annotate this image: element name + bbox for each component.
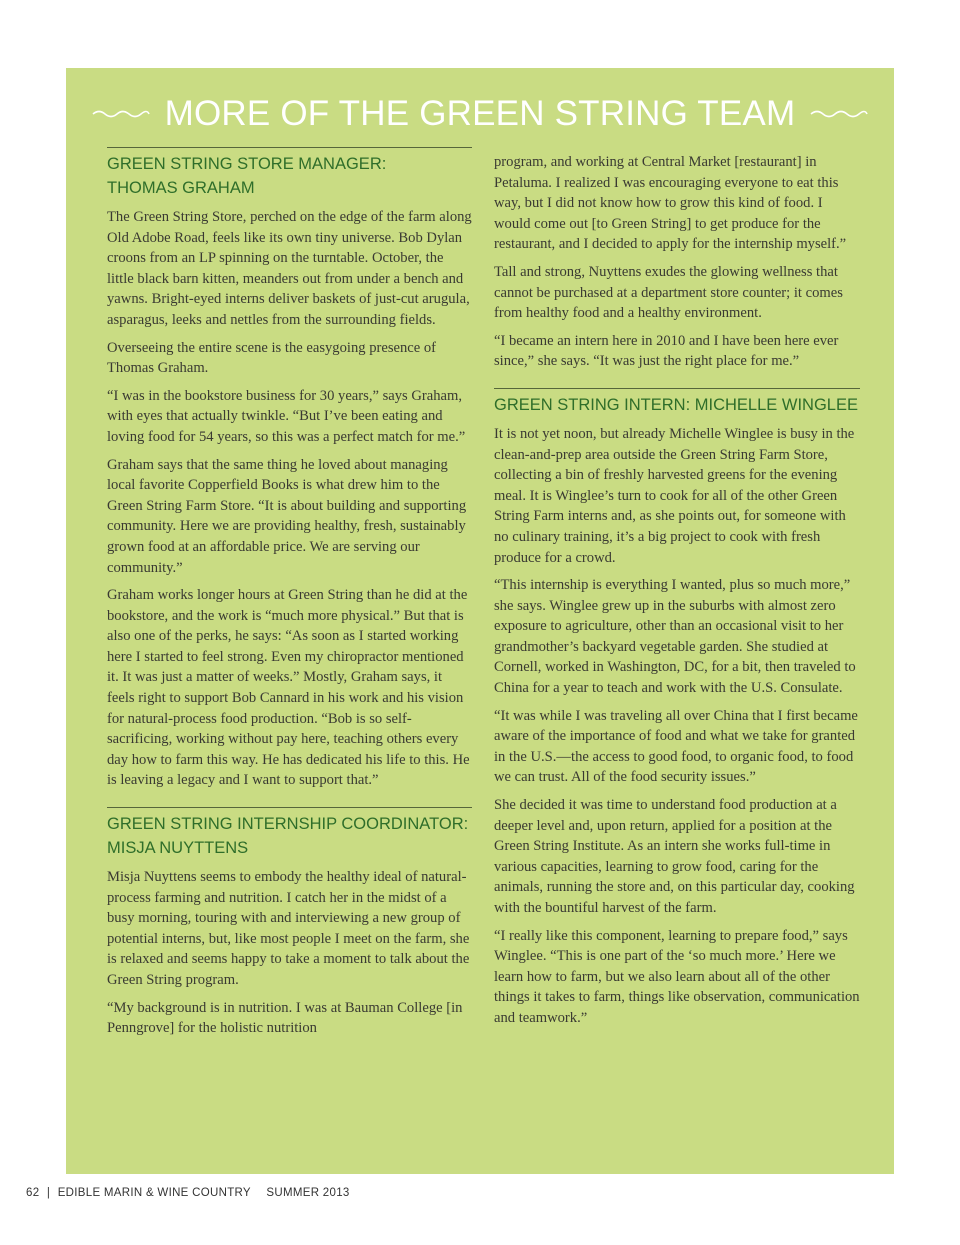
intern-heading: GREEN STRING INTERN: MICHELLE WINGLEE bbox=[494, 388, 860, 417]
page-title: MORE OF THE GREEN STRING TEAM bbox=[164, 94, 796, 133]
store-manager-heading-line2: THOMAS GRAHAM bbox=[107, 179, 255, 197]
coordinator-paragraph: Misja Nuyttens seems to embody the healthy ideal of natural-process farming and nutrition. I catch her in the midst of a busy morning, touring with and interviewing a new group of potential interns, but, like most people I meet on the farm, she is relaxed and seems happy to take a moment to talk about the Green String program. bbox=[107, 869, 470, 988]
coordinator-paragraph-continued: “I became an intern here in 2010 and I have been here ever since,” she says. “It was just the right place for me.” bbox=[494, 332, 839, 370]
page-footer bbox=[26, 1187, 354, 1199]
coordinator-paragraph-continued: Tall and strong, Nuyttens exudes the glowing wellness that cannot be purchased at a department store counter; it comes from healthy food and a healthy environment. bbox=[494, 263, 843, 322]
intern-paragraph: “It was while I was traveling all over China that I first became aware of the importance of food and what we take for granted in the U.S.—the access to good food, to organic food, to food we can trust. All of the food security issues.” bbox=[494, 707, 858, 786]
right-column bbox=[494, 152, 860, 1036]
footer-separator: | bbox=[46, 1187, 51, 1199]
internship-coordinator-heading-line1: GREEN STRING INTERNSHIP COORDINATOR: bbox=[107, 815, 469, 834]
intern-paragraph: She decided it was time to understand food production at a deeper level and, upon return, applied for a position at the Green String Institute. As an intern she works full-time in various capacities, learning to grow food, caring for the animals, running the store and, on this particular day, cooking with the bountiful harvest of the farm. bbox=[494, 797, 855, 916]
intern-paragraph: “This internship is everything I wanted, plus so much more,” she says. Winglee grew up in the suburbs with almost zero exposure to agriculture, other than an occasional visit to her grandmother’s backyard vegetable garden. She studied at Cornell, worked in Washington, DC, for a bit, then traveled to China for a year to teach and work with the U.S. Consulate. bbox=[494, 577, 856, 697]
manager-paragraph: Graham says that the same thing he loved about managing local favorite Copperfield Books is what drew him to the Green String Farm Store. “It is about building and supporting community. Here we are providing healthy, fresh, sustainably grown food at an affordable price. We are serving our community.” bbox=[107, 456, 467, 576]
coordinator-paragraph-continued: program, and working at Central Market [restaurant] in Petaluma. I realized I was encouraging everyone to eat this way, but I did not know how to grow this kind of food. I would come out [to Green String] to get produce for the restaurant, and I decided to apply for the internship myself.” bbox=[494, 154, 847, 253]
store-manager-heading bbox=[107, 147, 472, 200]
internship-coordinator-heading bbox=[107, 807, 472, 860]
store-manager-heading-line1: GREEN STRING STORE MANAGER: bbox=[107, 155, 387, 173]
issue-label: SUMMER 2013 bbox=[266, 1187, 350, 1199]
page-title-row bbox=[0, 92, 960, 136]
right-squiggle-ornament bbox=[809, 108, 869, 120]
internship-coordinator-heading-line2: MISJA NUYTTENS bbox=[107, 839, 249, 858]
left-column bbox=[107, 147, 472, 1046]
intern-paragraph: “I really like this component, learning to prepare food,” says Winglee. “This is one part of the ‘so much more.’ Here we learn how to farm, but we also learn about all of the other things it takes to farm, things like observation, communication and teamwork.” bbox=[494, 927, 860, 1026]
manager-paragraph: The Green String Store, perched on the edge of the farm along Old Adobe Road, feels like its own tiny universe. Bob Dylan croons from an LP spinning on the turntable. October, the little black barn kitten, meanders out from under a bench and yawns. Bright-eyed interns deliver baskets of just-cut arugula, asparagus, leeks and nettles from the surrounding fields. bbox=[107, 209, 472, 328]
intern-paragraph: It is not yet noon, but already Michelle Winglee is busy in the clean-and-prep area outside the Green String Farm Store, collecting a bin of freshly harvested greens for the evening meal. It is Winglee’s turn to cook for all of the other Green String Farm interns and, as she points out, for someone with no culinary training, it’s a big project to cook with fresh produce for a crowd. bbox=[494, 425, 855, 566]
page-number: 62 bbox=[26, 1187, 40, 1199]
left-squiggle-ornament bbox=[91, 108, 151, 120]
manager-paragraph: Graham works longer hours at Green String than he did at the bookstore, and the work is “much more physical.” But that is also one of the perks, he says: “As soon as I started working here I started to feel strong. Even my chiropractor mentioned it. It was just a matter of weeks.” Mostly, Graham says, it feels right to support Bob Cannard in his work and his vision for natural-process food production. “Bob is so self-sacrificing, working without pay here, teaching others every day how to farm this way. He has dedicated his life to this. He is leaving a legacy and I want to support that.” bbox=[107, 587, 470, 789]
publication-name: EDIBLE MARIN & WINE COUNTRY bbox=[57, 1187, 251, 1199]
coordinator-paragraph: “My background is in nutrition. I was at Bauman College [in Penngrove] for the holistic nutrition bbox=[107, 999, 463, 1037]
manager-paragraph: Overseeing the entire scene is the easygoing presence of Thomas Graham. bbox=[107, 339, 437, 377]
manager-paragraph: “I was in the bookstore business for 30 years,” says Graham, with eyes that actually twinkle. “But I’ve been eating and loving food for 54 years, so this was a perfect match for me.” bbox=[107, 387, 466, 445]
